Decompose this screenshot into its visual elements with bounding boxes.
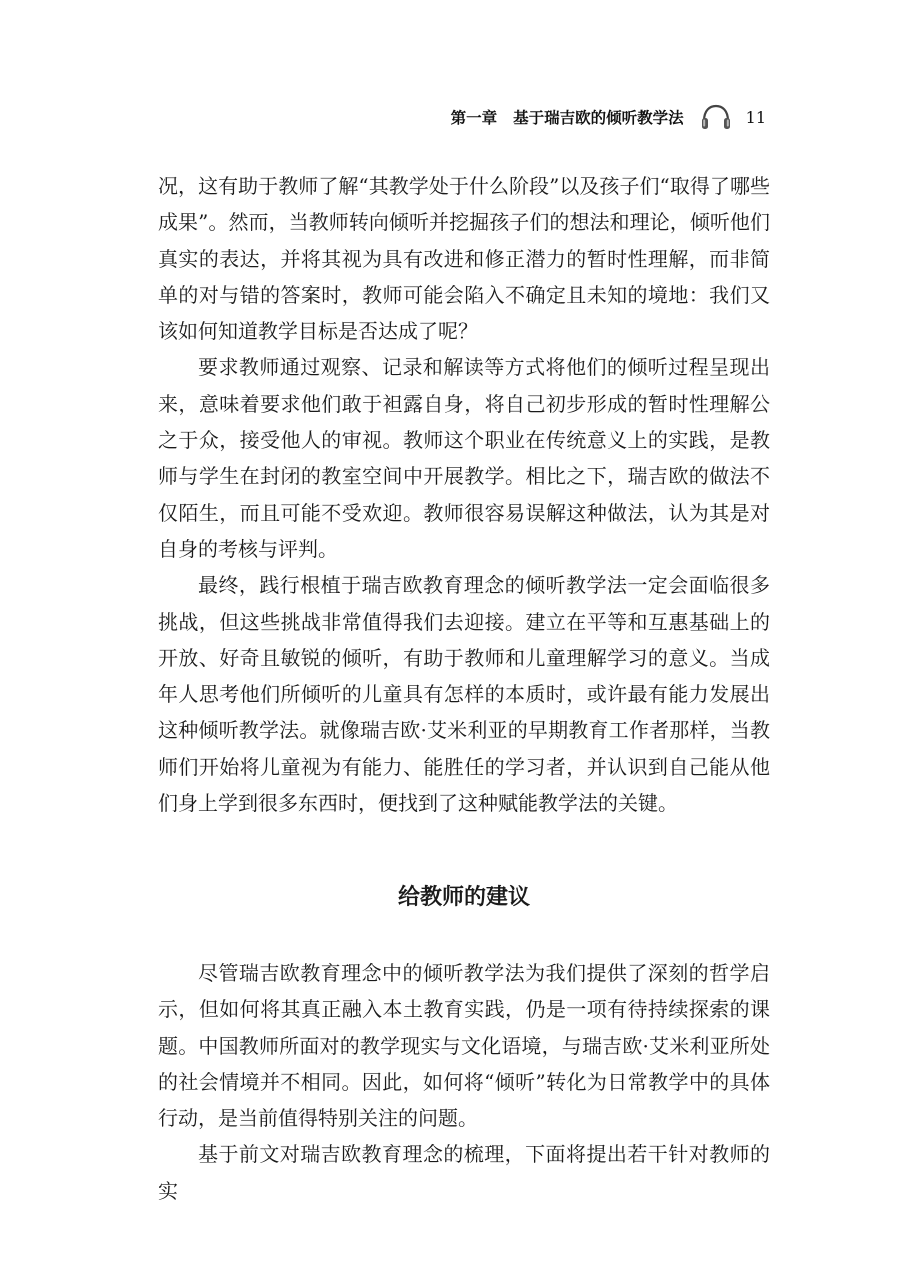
page-number: 11: [745, 107, 766, 127]
section-heading: 给教师的建议: [397, 885, 530, 910]
paragraph: 基于前文对瑞吉欧教育理念的梳理，下面将提出若干针对教师的实: [158, 1142, 770, 1203]
paragraph: 况，这有助于教师了解“其教学处于什么阶段”以及孩子们“取得了哪些成果”。然而，当教师转向倾听并挖掘孩子们的想法和理论，倾听他们真实的表达，并将其视为具有改进和修正潜力的暂时性理解，而非简单的对与错的答案时，教师可能会陷入不确定且未知的境地：我们又该如何知道教学目标是否达成了呢？: [158, 174, 770, 344]
headphones-icon: [700, 103, 732, 131]
chapter-label: 第一章: [450, 109, 498, 127]
running-header: [380, 102, 770, 132]
body-text-upper: [158, 168, 770, 821]
paragraph: 最终，践行根植于瑞吉欧教育理念的倾听教学法一定会面临很多挑战，但这些挑战非常值得我们去迎接。建立在平等和互惠基础上的开放、好奇且敏锐的倾听，有助于教师和儿童理解学习的意义。当成年人思考他们所倾听的儿童具有怎样的本质时，或许最有能力发展出这种倾听教学法。就像瑞吉欧·艾米利亚的早期教育工作者那样，当教师们开始将儿童视为有能力、能胜任的学习者，并认识到自己能从他们身上学到很多东西时，便找到了这种赋能教学法的关键。: [158, 573, 770, 816]
paragraph: 尽管瑞吉欧教育理念中的倾听教学法为我们提供了深刻的哲学启示，但如何将其真正融入本土教育实践，仍是一项有待持续探索的课题。中国教师所面对的教学现实与文化语境，与瑞吉欧·艾米利亚所处的社会情境并不相同。因此，如何将“倾听”转化为日常教学中的具体行动，是当前值得特别关注的问题。: [158, 961, 770, 1131]
paragraph: 要求教师通过观察、记录和解读等方式将他们的倾听过程呈现出来，意味着要求他们敢于袒露自身，将自己初步形成的暂时性理解公之于众，接受他人的审视。教师这个职业在传统意义上的实践，是教师与学生在封闭的教室空间中开展教学。相比之下，瑞吉欧的做法不仅陌生，而且可能不受欢迎。教师很容易误解这种做法，认为其是对自身的考核与评判。: [158, 355, 770, 561]
body-text-lower: [158, 955, 770, 1209]
chapter-title: 基于瑞吉欧的倾听教学法: [513, 109, 684, 127]
